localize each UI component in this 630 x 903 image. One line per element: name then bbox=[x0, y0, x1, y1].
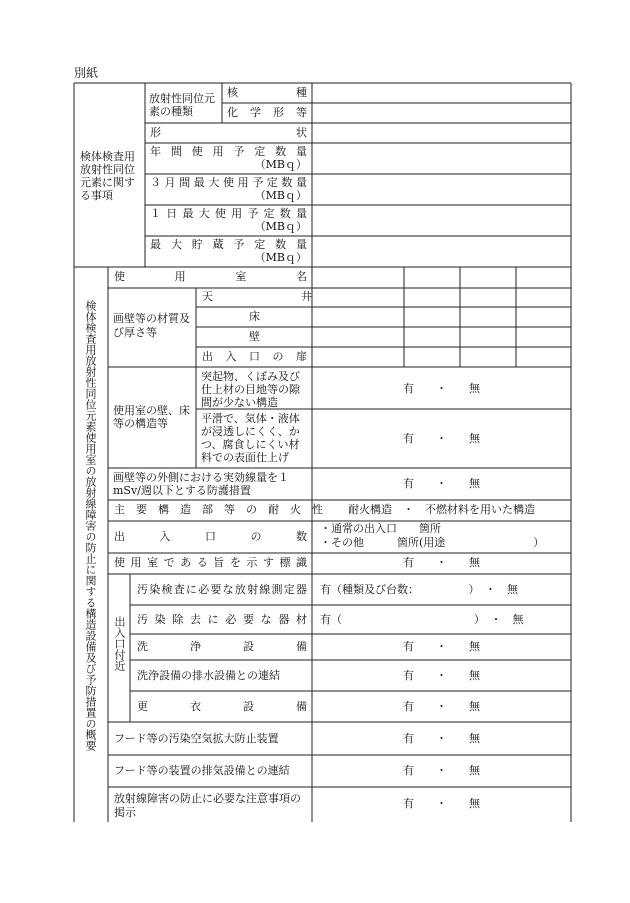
max-storage-label: 最 大 貯 蔵 予 定 数 量 bbox=[150, 238, 307, 251]
max-1day-label: １ 日 最 大 使 用 予 定 数 量 bbox=[150, 207, 307, 220]
annual-use-label: 年 間 使 用 予 定 数 量 bbox=[150, 145, 307, 158]
room-sign-value: 有 ・ 無 bbox=[403, 556, 480, 569]
ceiling-label: 天 井 bbox=[202, 290, 312, 303]
changing-facility-label: 更 衣 設 備 bbox=[137, 700, 307, 713]
section1-title: 検体検査用放射性同位元素に関する事項 bbox=[80, 150, 135, 202]
exit-other-value: ・その他 箇所(用途 ） bbox=[320, 536, 545, 549]
section2-title: 検体検査用放射性同位元素使用室の放射線障害の防止に関する構造設備及び予防措置の概要 bbox=[84, 300, 97, 751]
chemical-form-label: 化 学 形 等 bbox=[227, 106, 307, 119]
notice-posting-label: 放射線障害の防止に必要な注意事項の掲示 bbox=[114, 792, 301, 819]
structure-b-value: 有 ・ 無 bbox=[403, 432, 480, 445]
floor-label: 床 bbox=[249, 310, 260, 323]
washing-facility-value: 有 ・ 無 bbox=[403, 640, 480, 653]
hood-label: フード等の汚染空気拡大防止装置 bbox=[114, 732, 279, 745]
hood-exhaust-value: 有 ・ 無 bbox=[403, 764, 480, 777]
nuclide-label: 核 種 bbox=[227, 86, 307, 99]
wall-label: 壁 bbox=[249, 330, 260, 343]
max-3month-label: ３月間最大使用予定数量 bbox=[150, 176, 307, 189]
shape-label: 形 状 bbox=[150, 126, 307, 139]
structure-a-label: 突起物、くぼみ及び仕上材の目地等の隙間が少ない構造 bbox=[201, 370, 300, 409]
fire-resistance-label: 主 要 構 造 部 等 の 耐 火 性 bbox=[114, 503, 323, 516]
max-3month-unit: （MBｑ） bbox=[254, 189, 307, 202]
structure-b-label: 平滑で、気体・液体が浸透しにくく、かつ、腐食しにくい材料での表面仕上げ bbox=[201, 412, 300, 464]
wash-drain-label: 洗浄設備の排水設備との連結 bbox=[137, 669, 280, 682]
changing-facility-value: 有 ・ 無 bbox=[403, 700, 480, 713]
decontamination-value: 有（ ） ・ 無 bbox=[320, 613, 524, 626]
entrance-group-label: 出入口付近 bbox=[113, 616, 126, 671]
isotope-kind-group-label: 放射性同位元素の種類 bbox=[149, 92, 215, 118]
max-storage-unit: （MBｑ） bbox=[254, 251, 307, 264]
survey-meter-label: 汚染検査に必要な放射線測定器 bbox=[137, 583, 307, 596]
door-label: 出 入 口 の 扉 bbox=[202, 350, 307, 363]
max-1day-unit: （MBｑ） bbox=[254, 220, 307, 233]
wash-drain-value: 有 ・ 無 bbox=[403, 669, 480, 682]
survey-meter-value: 有（種類及び台数： ） ・ 無 bbox=[320, 583, 518, 596]
dose-protection-value: 有 ・ 無 bbox=[403, 477, 480, 490]
attachment-label: 別紙 bbox=[74, 66, 99, 80]
notice-posting-value: 有 ・ 無 bbox=[403, 797, 480, 810]
hood-exhaust-label: フード等の装置の排気設備との連結 bbox=[114, 764, 290, 777]
dose-protection-label: 画壁等の外側における実効線量を１mSv/週以下とする防護措置 bbox=[113, 471, 289, 497]
room-name-label: 使 用 室 名 bbox=[114, 270, 307, 283]
wall-material-label: 画壁等の材質及び厚さ等 bbox=[113, 312, 190, 339]
decontamination-label: 汚 染 除 去 に 必 要 な 器 材 bbox=[137, 613, 307, 626]
annual-use-unit: （MBｑ） bbox=[254, 158, 307, 171]
exit-count-label: 出 入 口 の 数 bbox=[114, 530, 307, 543]
hood-value: 有 ・ 無 bbox=[403, 732, 480, 745]
exit-normal-value: ・通常の出入口 箇所 bbox=[320, 522, 441, 535]
structure-a-value: 有 ・ 無 bbox=[403, 382, 480, 395]
room-structure-label: 使用室の壁、床等の構造等 bbox=[113, 404, 190, 430]
fire-resistance-value: 耐火構造 ・ 不燃材料を用いた構造 bbox=[348, 503, 535, 516]
room-sign-label: 使 用 室 で あ る 旨 を 示 す 標 識 bbox=[114, 556, 307, 569]
washing-facility-label: 洗 浄 設 備 bbox=[137, 640, 307, 653]
